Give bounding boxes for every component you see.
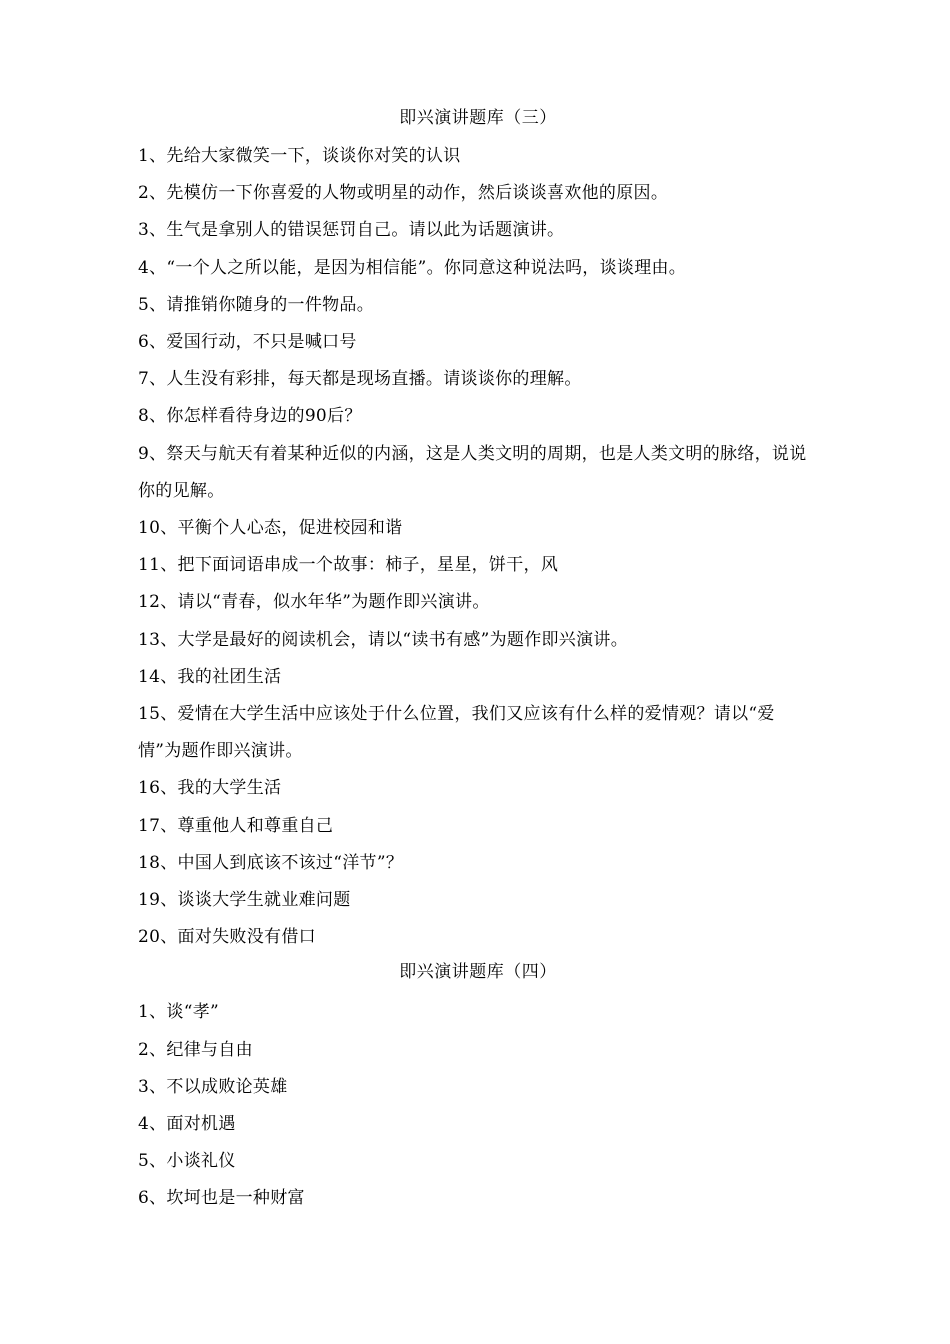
section-3-item-5: 5、请推销你随身的一件物品。 bbox=[138, 294, 375, 315]
section-3-item-8: 8、你怎样看待身边的90后？ bbox=[138, 406, 362, 427]
section-3-item-17: 17、尊重他人和尊重自己 bbox=[138, 815, 334, 836]
section-3-item-10: 10、平衡个人心态，促进校园和谐 bbox=[138, 518, 403, 539]
section-3-item-12: 12、请以“青春，似水年华”为题作即兴演讲。 bbox=[138, 592, 490, 613]
section-3-item-11: 11、把下面词语串成一个故事：柿子，星星，饼干，风 bbox=[138, 555, 559, 576]
section-3-item-18: 18、中国人到底该不该过“洋节”？ bbox=[138, 852, 404, 873]
document-content bbox=[138, 104, 818, 1218]
section-3-item-9: 9、祭天与航天有着某种近似的内涵，这是人类文明的周期，也是人类文明的脉络，说说你的见解。 bbox=[138, 443, 807, 501]
section-3-item-1: 1、先给大家微笑一下，谈谈你对笑的认识 bbox=[138, 146, 461, 166]
section-3-item-13: 13、大学是最好的阅读机会，请以“读书有感”为题作即兴演讲。 bbox=[138, 629, 629, 650]
section-4-item-1: 1、谈“孝” bbox=[138, 1002, 219, 1023]
section-3-item-14: 14、我的社团生活 bbox=[138, 666, 282, 687]
section-3-item-15: 15、爱情在大学生活中应该处于什么位置，我们又应该有什么样的爱情观？请以“爱情”为题作即兴演讲。 bbox=[138, 704, 775, 762]
section-4-item-6: 6、坎坷也是一种财富 bbox=[138, 1188, 305, 1209]
section-3-item-2: 2、先模仿一下你喜爱的人物或明星的动作，然后谈谈喜欢他的原因。 bbox=[138, 183, 669, 204]
section-4-title: 即兴演讲题库（四） bbox=[399, 962, 557, 983]
section-4-item-2: 2、纪律与自由 bbox=[138, 1039, 253, 1060]
section-3-item-4: 4、“一个人之所以能，是因为相信能”。你同意这种说法吗，谈谈理由。 bbox=[138, 257, 687, 278]
section-3-item-19: 19、谈谈大学生就业难问题 bbox=[138, 890, 351, 911]
section-3-item-7: 7、人生没有彩排，每天都是现场直播。请谈谈你的理解。 bbox=[138, 369, 582, 390]
section-3-item-20: 20、面对失败没有借口 bbox=[138, 927, 316, 948]
section-3-item-3: 3、生气是拿别人的错误惩罚自己。请以此为话题演讲。 bbox=[138, 220, 565, 241]
section-3-title: 即兴演讲题库（三） bbox=[399, 108, 557, 128]
section-3-item-16: 16、我的大学生活 bbox=[138, 778, 282, 799]
section-4-item-5: 5、小谈礼仪 bbox=[138, 1151, 236, 1172]
section-4-item-4: 4、面对机遇 bbox=[138, 1114, 236, 1135]
section-3-item-6: 6、爱国行动，不只是喊口号 bbox=[138, 332, 357, 353]
section-4-item-3: 3、不以成败论英雄 bbox=[138, 1076, 288, 1097]
